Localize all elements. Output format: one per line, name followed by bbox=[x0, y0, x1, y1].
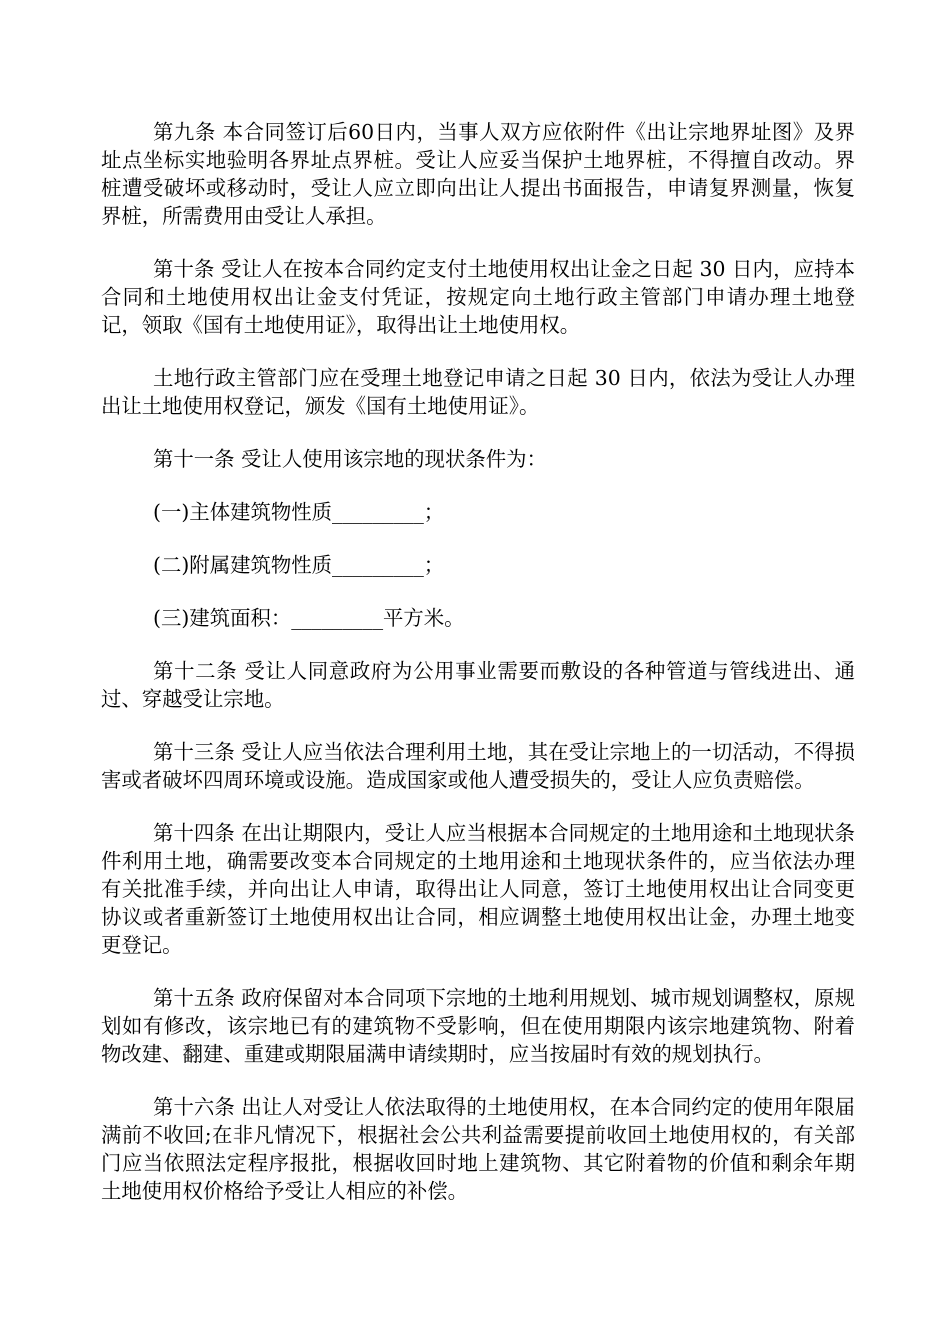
article-10-paragraph: 第十条 受让人在按本合同约定支付土地使用权出让金之日起 30 日内，应持本合同和土地使用权出让金支付凭证，按规定向土地行政主管部门申请办理土地登记，领取《国有土地使用证》，取得出让土地使用权。 bbox=[101, 257, 855, 337]
document-page bbox=[101, 118, 855, 1230]
article-11-item-1: (一)主体建筑物性质_________； bbox=[153, 500, 445, 524]
article-9-paragraph: 第九条 本合同签订后60日内，当事人双方应依附件《出让宗地界址图》及界址点坐标实地验明各界址点界桩。受让人应妥当保护土地界桩，不得擅自改动。界桩遭受破坏或移动时，受让人应立即向出让人提出书面报告，申请复界测量，恢复界桩，所需费用由受让人承担。 bbox=[101, 120, 855, 228]
article-10-registration-paragraph: 土地行政主管部门应在受理土地登记申请之日起 30 日内，依法为受让人办理出让土地使用权登记，颁发《国有土地使用证》。 bbox=[101, 366, 855, 418]
article-16-paragraph: 第十六条 出让人对受让人依法取得的土地使用权，在本合同约定的使用年限届满前不收回;在非凡情况下，根据社会公共利益需要提前收回土地使用权的，有关部门应当依照法定程序报批，根据收回时地上建筑物、其它附着物的价值和剩余年期土地使用权价格给予受让人相应的补偿。 bbox=[101, 1095, 855, 1203]
article-13-paragraph: 第十三条 受让人应当依法合理利用土地，其在受让宗地上的一切活动，不得损害或者破坏四周环境或设施。造成国家或他人遭受损失的，受让人应负责赔偿。 bbox=[101, 740, 855, 792]
article-15-paragraph: 第十五条 政府保留对本合同项下宗地的土地利用规划、城市规划调整权，原规划如有修改，该宗地已有的建筑物不受影响，但在使用期限内该宗地建筑物、附着物改建、翻建、重建或期限届满申请续期时，应当按届时有效的规划执行。 bbox=[101, 986, 855, 1066]
article-11-item-3: (三)建筑面积：_________平方米。 bbox=[153, 606, 465, 630]
article-11-paragraph: 第十一条 受让人使用该宗地的现状条件为： bbox=[153, 447, 547, 471]
article-14-paragraph: 第十四条 在出让期限内，受让人应当根据本合同规定的土地用途和土地现状条件利用土地，确需要改变本合同规定的土地用途和土地现状条件的，应当依法办理有关批准手续，并向出让人申请，取得出让人同意，签订土地使用权出让合同变更协议或者重新签订土地使用权出让合同，相应调整土地使用权出让金，办理土地变更登记。 bbox=[101, 821, 855, 957]
article-11-item-2: (二)附属建筑物性质_________； bbox=[153, 553, 445, 577]
article-12-paragraph: 第十二条 受让人同意政府为公用事业需要而敷设的各种管道与管线进出、通过、穿越受让宗地。 bbox=[101, 659, 855, 711]
